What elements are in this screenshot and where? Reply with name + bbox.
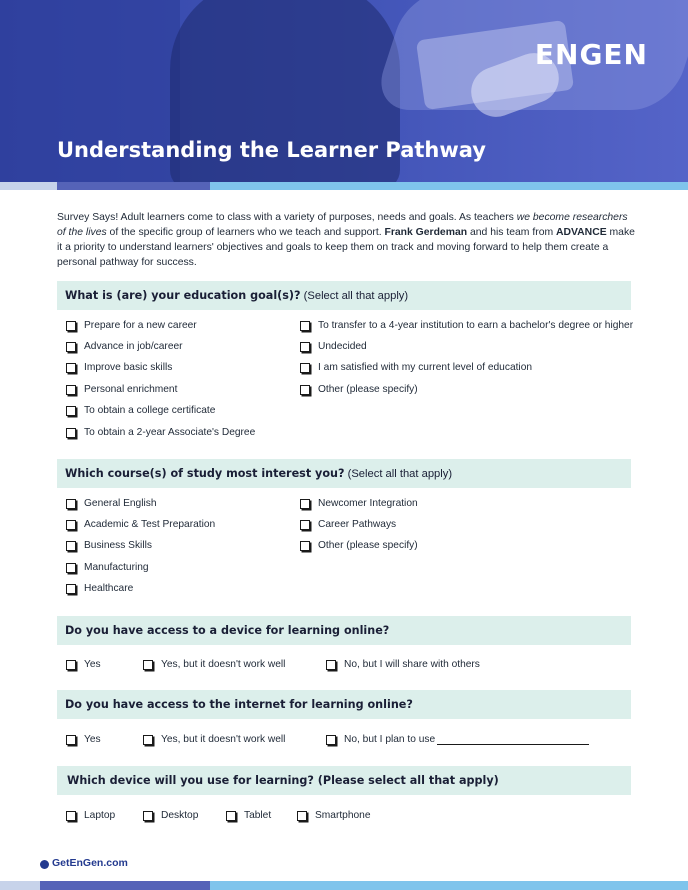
- option-goal[interactable]: [66, 384, 177, 395]
- checkbox[interactable]: [300, 385, 310, 395]
- option-label: Business Skills: [84, 540, 152, 551]
- option-label: Healthcare: [84, 583, 134, 594]
- option-label: Tablet: [244, 810, 272, 821]
- option-label: Academic & Test Preparation: [84, 519, 216, 530]
- intro-italic: we become researchers of the lives: [57, 212, 628, 238]
- option-device-access[interactable]: [143, 659, 285, 670]
- checkbox[interactable]: [326, 735, 336, 745]
- checkbox[interactable]: [300, 520, 310, 530]
- checkbox[interactable]: [226, 811, 236, 821]
- option-goal[interactable]: [300, 384, 418, 395]
- checkbox[interactable]: [300, 363, 310, 373]
- option-label: Advance in job/career: [84, 341, 183, 352]
- option-course[interactable]: [66, 583, 133, 594]
- checkbox[interactable]: [66, 406, 76, 416]
- option-internet-access[interactable]: [66, 734, 101, 745]
- checkbox[interactable]: [300, 499, 310, 509]
- option-course[interactable]: [66, 562, 149, 573]
- option-label: Yes, but it doesn't work well: [161, 734, 286, 745]
- checkbox[interactable]: [66, 385, 76, 395]
- option-course[interactable]: [66, 519, 215, 530]
- header-banner: [0, 0, 688, 190]
- footer-bullet-icon: [40, 860, 49, 869]
- checkbox[interactable]: [326, 660, 336, 670]
- specify-blank-line[interactable]: [437, 734, 589, 745]
- option-label: Other (please specify): [318, 540, 418, 551]
- question-internet-access: [57, 690, 631, 719]
- checkbox[interactable]: [143, 660, 153, 670]
- checkbox[interactable]: [300, 342, 310, 352]
- option-goal[interactable]: [300, 341, 367, 352]
- checkbox[interactable]: [66, 428, 76, 438]
- option-device[interactable]: [143, 810, 198, 821]
- intro-paragraph: [57, 210, 635, 270]
- option-goal[interactable]: [66, 362, 172, 373]
- option-course[interactable]: [300, 519, 396, 530]
- option-label: Career Pathways: [318, 519, 397, 530]
- option-label: Desktop: [161, 810, 199, 821]
- header-stripe-light: [0, 182, 57, 190]
- option-course[interactable]: [300, 540, 418, 551]
- option-course[interactable]: [300, 498, 418, 509]
- checkbox[interactable]: [66, 584, 76, 594]
- intro-text: Survey Says! Adult learners come to class with a variety of purposes, needs and goals. As teachers: [57, 212, 517, 223]
- question-device-choice: [57, 766, 631, 795]
- option-label: No, but I plan to use: [344, 734, 436, 745]
- option-label: Yes: [84, 659, 101, 670]
- checkbox[interactable]: [143, 811, 153, 821]
- checkbox[interactable]: [300, 321, 310, 331]
- intro-text: and his team from: [467, 227, 557, 238]
- question-text: Which course(s) of study most interest you?: [65, 467, 345, 480]
- header-stripe-dark: [57, 182, 210, 190]
- checkbox[interactable]: [66, 342, 76, 352]
- option-label: Manufacturing: [84, 562, 149, 573]
- checkbox[interactable]: [66, 660, 76, 670]
- option-label: To obtain a college certificate: [84, 405, 216, 416]
- option-course[interactable]: [66, 540, 152, 551]
- footer-stripe-dark: [40, 881, 210, 890]
- option-internet-access[interactable]: [326, 734, 589, 745]
- checkbox[interactable]: [300, 541, 310, 551]
- page-title: Understanding the Learner Pathway: [57, 138, 486, 162]
- option-internet-access[interactable]: [143, 734, 285, 745]
- footer-stripe-light: [0, 881, 40, 890]
- option-goal[interactable]: [300, 320, 633, 331]
- option-label: Laptop: [84, 810, 116, 821]
- option-label: Improve basic skills: [84, 362, 173, 373]
- footer-url-link[interactable]: GetEnGen.com: [52, 857, 128, 869]
- option-goal[interactable]: [300, 362, 532, 373]
- checkbox[interactable]: [143, 735, 153, 745]
- option-course[interactable]: [66, 498, 157, 509]
- option-device[interactable]: [66, 810, 115, 821]
- option-label: No, but I will share with others: [344, 659, 480, 670]
- option-label: Other (please specify): [318, 384, 418, 395]
- option-label: Yes, but it doesn't work well: [161, 659, 286, 670]
- checkbox[interactable]: [66, 363, 76, 373]
- checkbox[interactable]: [297, 811, 307, 821]
- checkbox[interactable]: [66, 563, 76, 573]
- intro-text: of the specific group of learners who we teach and support.: [106, 227, 385, 238]
- checkbox[interactable]: [66, 321, 76, 331]
- engen-logo: ENGEN: [534, 38, 648, 71]
- option-goal[interactable]: [66, 427, 255, 438]
- checkbox[interactable]: [66, 541, 76, 551]
- option-goal[interactable]: [66, 341, 183, 352]
- question-courses: [57, 459, 631, 488]
- footer-stripe-blue: [210, 881, 688, 890]
- option-label: Yes: [84, 734, 101, 745]
- header-stripe-blue: [210, 182, 688, 190]
- option-label: Prepare for a new career: [84, 320, 197, 331]
- option-label: Personal enrichment: [84, 384, 178, 395]
- intro-bold-org: ADVANCE: [556, 227, 607, 238]
- checkbox[interactable]: [66, 735, 76, 745]
- option-device[interactable]: [297, 810, 371, 821]
- question-text: Do you have access to the internet for learning online?: [65, 698, 413, 711]
- checkbox[interactable]: [66, 520, 76, 530]
- option-device-access[interactable]: [326, 659, 480, 670]
- option-label: General English: [84, 498, 157, 509]
- question-note: (Select all that apply): [344, 468, 453, 480]
- question-device-access: [57, 616, 631, 645]
- intro-bold-name: Frank Gerdeman: [384, 227, 468, 238]
- option-label: Smartphone: [315, 810, 371, 821]
- question-text: Which device will you use for learning? (Please select all that apply): [67, 774, 499, 787]
- option-goal[interactable]: [66, 320, 197, 331]
- option-device-access[interactable]: [66, 659, 101, 670]
- checkbox[interactable]: [66, 811, 76, 821]
- option-label: I am satisfied with my current level of education: [318, 362, 533, 373]
- option-label: To transfer to a 4-year institution to earn a bachelor's degree or higher: [318, 320, 634, 331]
- option-label: Undecided: [318, 341, 367, 352]
- question-education-goals: [57, 281, 631, 310]
- question-note: (Select all that apply): [300, 290, 409, 302]
- option-goal[interactable]: [66, 405, 215, 416]
- option-device[interactable]: [226, 810, 271, 821]
- option-label: To obtain a 2-year Associate's Degree: [84, 427, 256, 438]
- option-label: Newcomer Integration: [318, 498, 418, 509]
- question-text: Do you have access to a device for learning online?: [65, 624, 390, 637]
- question-text: What is (are) your education goal(s)?: [65, 289, 301, 302]
- intro-text: make it a priority to understand learners' objectives and goals to keep them on track and moving forward to help them create a personal pathway for success.: [57, 227, 635, 268]
- checkbox[interactable]: [66, 499, 76, 509]
